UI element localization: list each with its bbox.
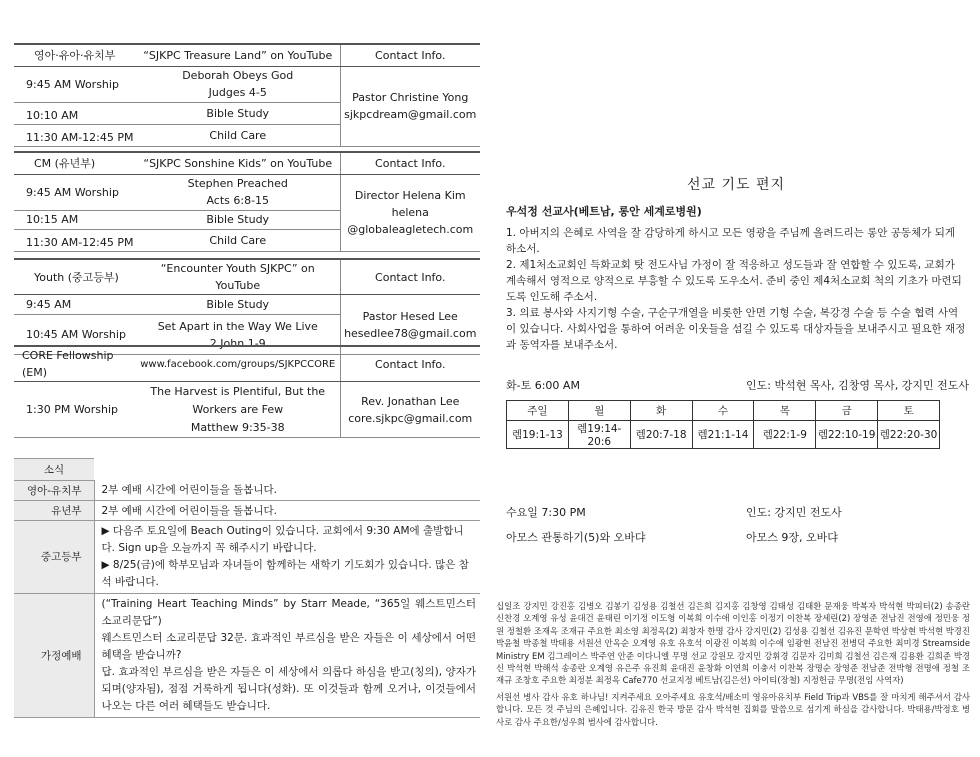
- news-label: 중고등부: [14, 521, 94, 594]
- dept-name: CORE Fellowship (EM): [14, 346, 136, 382]
- dept-name: CM (유년부): [14, 152, 136, 174]
- time-cell: 9:45 AM: [14, 295, 136, 315]
- contact-email-domain[interactable]: @globaleagletech.com: [347, 223, 474, 236]
- time-cell: 9:45 AM Worship: [14, 174, 136, 210]
- devotion-source: (“Training Heart Teaching Minds” by Starr Meade, “365일 웨스트민스터 소교리문답”): [101, 598, 476, 627]
- wednesday-topic: 아모스 관통하기(5)와 오바댜: [506, 531, 646, 544]
- news-row: [14, 521, 480, 594]
- offering-thanks: 서원선 병사 감사 유호 하나님! 지켜주세요 오아주세요 유호석/배소미 영유아유치부 Field Trip과 VBS를 잘 마치게 해주셔서 감사합니다. 모든 것 주님의 은혜입니다. 김유진 한국 방문 감사 박석현 집회를 말씀으로 섬기게 하심을 감사합니다. 박태용/박정호 병사로 감사 주요한/성우희 범사에 감사합니다.: [496, 691, 970, 727]
- weekday-cell: 금: [816, 401, 878, 421]
- reading-cell: 렘20:7-18: [630, 421, 692, 449]
- news-text: [94, 521, 480, 594]
- youtube-channel[interactable]: “SJKPC Treasure Land” on YouTube: [136, 44, 340, 66]
- offering-names: 십일조 강지민 강진홍 김병오 김봉기 김성용 김철선 김은희 김지홍 김창영 김태성 김태환 문재웅 박복자 박석현 박피터(2) 송종란 신찬경 오계영 유성 윤대건 윤태린 이기정 이도형 이복희 이수애 이인홍 이정기 이찬복 장세린(2) 장영준 전남진 전영애 정민웅 정원 정철환 조재옥 조재규 주요한 최소영 최정옥(2) 최창자 한명 감사 강지민(2) 김성용 김철선 김유진 문학연 박상현 박석현 박경진 박윤철 박종철 박태용 서원선 안옥순 오계영 유호 유호석 이광진 이복희 이수애 임광현 전남진 전병덕 주요한 최미경 Streamside Ministry EM 김그레이스 박주연 안준 이다니엘 무명 선교 강원모 강지민 강휘경 김문자 김미희 김철선 김은재 김용환 김희준 박경신 박석현 박해석 송종란 오계영 유은주 유진희 윤대진 윤창화 이연희 이충서 이찬복 장명순 장영준 전남준 전박형 전명애 정철 조재규 조창호 주요한 최정분 최정옥 Cafe770 선교지정 베트남(김은선) 아이티(장철) 지정헌금 무명(전임 사역자): [496, 601, 970, 686]
- weekday-cell: 목: [754, 401, 816, 421]
- event-title: Deborah Obeys God: [182, 69, 294, 82]
- youtube-channel[interactable]: “SJKPC Sonshine Kids” on YouTube: [136, 152, 340, 174]
- reading-cell: 렘19:14-20:6: [568, 421, 630, 449]
- news-row: [14, 594, 480, 718]
- event-cell: Child Care: [136, 124, 340, 146]
- event-cell: [136, 66, 340, 102]
- schedule-row: [14, 295, 480, 315]
- event-title: The Harvest is Plentiful, But the: [150, 384, 326, 398]
- time-cell: 11:30 AM-12:45 PM: [14, 124, 136, 146]
- dept-name: Youth (중고등부): [14, 259, 136, 295]
- schedule-row: [14, 382, 480, 438]
- dawn-prayer-time: 화-토 6:00 AM: [506, 379, 580, 392]
- contact-email[interactable]: core.sjkpc@gmail.com: [348, 411, 473, 425]
- schedule-section-treasure: [14, 43, 480, 147]
- event-cell: Child Care: [136, 229, 340, 251]
- schedule-header: [14, 152, 480, 174]
- schedule-section-core: [14, 345, 480, 438]
- time-cell: 10:45 AM Worship: [14, 315, 136, 355]
- news-text: 2부 예배 시간에 어린이들을 돌봅니다.: [94, 501, 480, 521]
- wednesday-scripture: 아모스 9장, 오바댜: [746, 531, 838, 544]
- news-title: 소식: [14, 459, 94, 481]
- reading-cell: 렘22:1-9: [754, 421, 816, 449]
- news-item: ▶ 8/25(금)에 학부모님과 자녀들이 함께하는 새학기 기도회가 있습니다. 많은 참석 바랍니다.: [101, 559, 469, 588]
- time-cell: 10:15 AM: [14, 210, 136, 229]
- reading-row: [507, 421, 940, 449]
- wednesday-row: [506, 504, 842, 520]
- contact-header: Contact Info.: [340, 44, 480, 66]
- event-scripture: Acts 6:8-15: [206, 194, 270, 207]
- news-text: 2부 예배 시간에 어린이들을 돌봅니다.: [94, 481, 480, 501]
- event-cell: [136, 174, 340, 210]
- event-title-cont: Workers are Few: [192, 402, 284, 416]
- facebook-group[interactable]: www.facebook.com/groups/SJKPCCORE: [136, 346, 340, 382]
- news-section: [14, 458, 480, 718]
- reading-cell: 렘21:1-14: [692, 421, 754, 449]
- event-cell: Bible Study: [136, 210, 340, 229]
- schedule-section-youth: [14, 258, 480, 355]
- news-row: [14, 501, 480, 521]
- reading-cell: 렘22:10-19: [816, 421, 878, 449]
- event-scripture: Matthew 9:35-38: [190, 420, 285, 434]
- weekday-cell: 주일: [507, 401, 569, 421]
- devotion-answer: 답. 효과적인 부르심을 받은 자들은 이 세상에서 의롭다 하심을 받고(칭의), 양자가 되며(양자됨), 점점 거룩하게 됩니다(성화). 또 이것들과 함께 오거나, 이것들에서 나오는 다른 여러 혜택들도 받습니다.: [101, 666, 476, 712]
- schedule-header: [14, 44, 480, 66]
- contact-header: Contact Info.: [340, 152, 480, 174]
- news-text: [94, 594, 480, 718]
- contact-name: Rev. Jonathan Lee: [361, 394, 460, 408]
- contact-header: Contact Info.: [340, 259, 480, 295]
- event-cell: Bible Study: [136, 102, 340, 124]
- contact-name: Director Helena Kim: [354, 189, 466, 202]
- weekday-cell: 토: [878, 401, 940, 421]
- offering-list: [496, 600, 970, 732]
- time-cell: 11:30 AM-12:45 PM: [14, 229, 136, 251]
- dawn-prayer-leaders: 인도: 박석현 목사, 김창영 목사, 강지민 전도사: [746, 379, 969, 392]
- time-cell: 10:10 AM: [14, 102, 136, 124]
- weekly-reading-table: [506, 400, 940, 449]
- reading-cell: 렘19:1-13: [507, 421, 569, 449]
- contact-name: Pastor Christine Yong: [352, 91, 469, 104]
- prayer-item: 2. 제1처소교회인 득화교회 탓 전도사님 가정이 잘 적응하고 성도들과 잘 연합할 수 있도록, 교회가 계속해서 영적으로 양적으로 부흥할 수 있도록 도우소서. 준비 중인 제4처소교회 척의 기초가 마련되도록 인도해 주소서.: [506, 259, 962, 303]
- wednesday-topic-row: [506, 529, 838, 545]
- wednesday-time: 수요일 7:30 PM: [506, 506, 586, 519]
- missionary-name: 우석정 선교사(베트남, 롱안 세계로병원): [506, 205, 702, 218]
- time-cell: 1:30 PM Worship: [14, 382, 136, 438]
- contact-cell: [340, 66, 480, 146]
- news-header: [14, 459, 480, 481]
- event-scripture: 2 John 1-9: [209, 336, 266, 350]
- mission-title: 선교 기도 편지: [686, 177, 786, 193]
- event-cell: Bible Study: [136, 295, 340, 315]
- wednesday-leader: 인도: 강지민 전도사: [746, 506, 842, 519]
- prayer-item: 1. 아버지의 은혜로 사역을 잘 감당하게 하시고 모든 영광을 주님께 올려드리는 롱안 공동체가 되게 하소서.: [506, 227, 955, 255]
- contact-name: Pastor Hesed Lee: [362, 309, 458, 323]
- news-row: [14, 481, 480, 501]
- time-cell: 9:45 AM Worship: [14, 66, 136, 102]
- mission-prayer-list: [506, 225, 966, 353]
- contact-cell: [340, 174, 480, 251]
- dawn-prayer-row: [506, 377, 969, 393]
- schedule-header: [14, 259, 480, 295]
- schedule-header: [14, 346, 480, 382]
- schedule-section-sonshine: [14, 151, 480, 252]
- weekday-cell: 수: [692, 401, 754, 421]
- prayer-item: 3. 의료 봉사와 사지기형 수술, 구순구개열을 비롯한 안면 기형 수술, 복강경 수술 등 수술 협력 사역이 있습니다. 사회사업을 통하여 어려운 이웃들을 섬길 수 있도록 대상자들을 보내주시고 필요한 재정과 동역자를 보내주소서.: [506, 307, 966, 351]
- dept-name: 영아·유아·유치부: [14, 44, 136, 66]
- contact-email[interactable]: sjkpcdream@gmail.com: [344, 108, 477, 121]
- event-title: Stephen Preached: [187, 177, 288, 190]
- news-item: ▶ 다음주 토요일에 Beach Outing이 있습니다. 교회에서 9:30 AM에 출발합니다. Sign up을 오늘까지 꼭 해주시기 바랍니다.: [101, 525, 464, 554]
- news-label: 유년부: [14, 501, 94, 521]
- news-label: 가정예배: [14, 594, 94, 718]
- weekday-row: [507, 401, 940, 421]
- event-cell: [136, 382, 340, 438]
- youtube-channel[interactable]: “Encounter Youth SJKPC” on YouTube: [136, 259, 340, 295]
- weekday-cell: 월: [568, 401, 630, 421]
- weekday-cell: 화: [630, 401, 692, 421]
- devotion-question: 웨스트민스터 소교리문답 32문. 효과적인 부르심을 받은 자들은 이 세상에서 어떤 혜택을 받습니까?: [101, 632, 476, 661]
- contact-email[interactable]: helena: [391, 206, 429, 219]
- schedule-row: [14, 174, 480, 210]
- schedule-row: [14, 66, 480, 102]
- contact-email[interactable]: hesedlee78@gmail.com: [344, 326, 477, 340]
- contact-cell: [340, 382, 480, 438]
- reading-cell: 렘22:20-30: [878, 421, 940, 449]
- contact-header: Contact Info.: [340, 346, 480, 382]
- event-title: Set Apart in the Way We Live: [157, 319, 318, 333]
- news-label: 영아-유치부: [14, 481, 94, 501]
- event-scripture: Judges 4-5: [208, 86, 267, 99]
